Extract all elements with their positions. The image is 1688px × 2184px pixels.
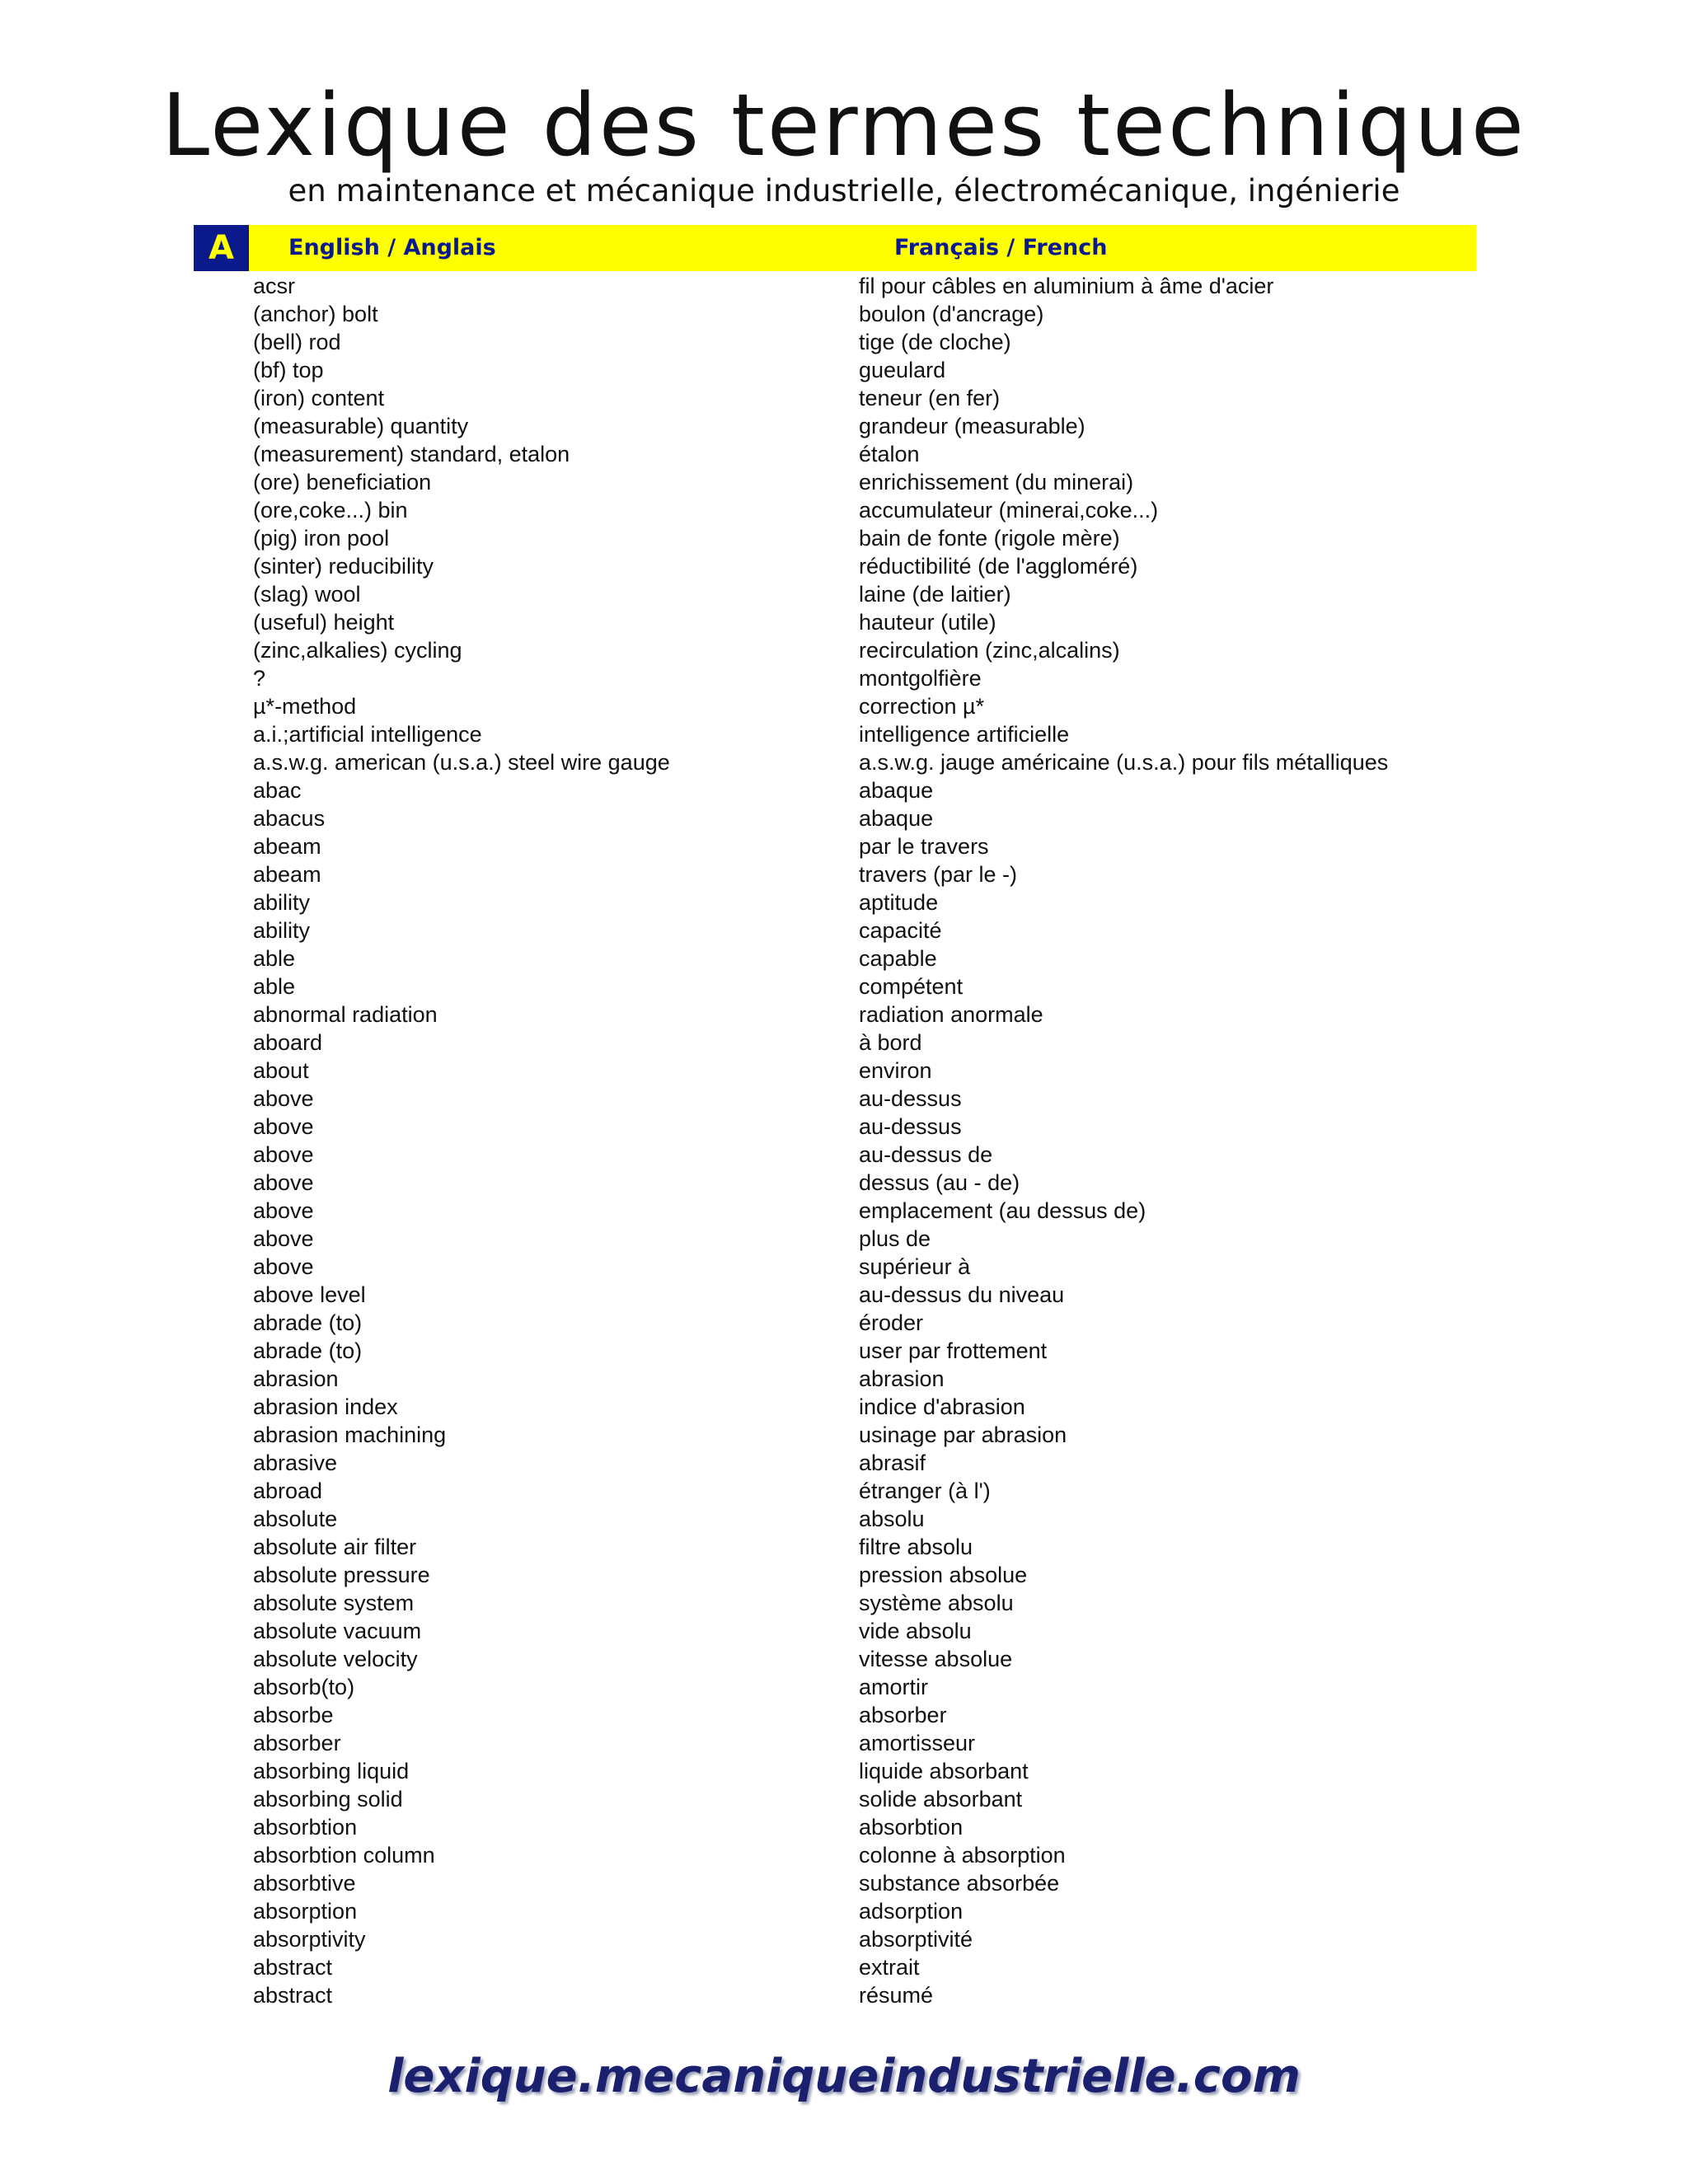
term-english: above (253, 1226, 314, 1251)
term-french: au-dessus de (859, 1142, 993, 1167)
table-row (0, 1729, 1688, 1757)
table-row (0, 1673, 1688, 1701)
term-french: compétent (859, 974, 964, 999)
table-row (0, 384, 1688, 412)
table-row (0, 272, 1688, 300)
term-french: travers (par le -) (859, 862, 1018, 887)
table-row (0, 1169, 1688, 1197)
term-french: indice d'abrasion (859, 1394, 1025, 1419)
table-row (0, 1925, 1688, 1953)
table-row (0, 1701, 1688, 1729)
term-english: above (253, 1254, 314, 1279)
term-english: absolute velocity (253, 1647, 418, 1671)
table-row (0, 1365, 1688, 1393)
term-english: (bell) rod (253, 330, 341, 354)
term-english: absolute (253, 1507, 338, 1531)
term-french: teneur (en fer) (859, 386, 1001, 410)
term-english: (ore) beneficiation (253, 470, 432, 494)
term-french: correction µ* (859, 694, 985, 719)
term-french: résumé (859, 1983, 934, 2008)
term-french: au-dessus (859, 1114, 962, 1139)
term-french: dessus (au - de) (859, 1170, 1020, 1195)
term-french: fil pour câbles en aluminium à âme d'acier (859, 274, 1274, 298)
term-english: absorber (253, 1731, 341, 1755)
table-row (0, 692, 1688, 720)
table-row (0, 1477, 1688, 1505)
table-row (0, 1029, 1688, 1057)
term-french: filtre absolu (859, 1535, 973, 1559)
term-english: (bf) top (253, 358, 324, 382)
term-english: (anchor) bolt (253, 302, 378, 326)
column-header-english: English / Anglais (288, 235, 496, 260)
term-english: (slag) wool (253, 582, 361, 607)
table-row (0, 356, 1688, 384)
term-english: µ*-method (253, 694, 357, 719)
term-english: absolute vacuum (253, 1619, 422, 1643)
term-english: abroad (253, 1479, 323, 1503)
term-french: radiation anormale (859, 1002, 1043, 1027)
term-french: vide absolu (859, 1619, 972, 1643)
term-english: absolute system (253, 1591, 415, 1615)
table-row (0, 860, 1688, 888)
term-french: amortisseur (859, 1731, 976, 1755)
term-french: étranger (à l') (859, 1479, 991, 1503)
term-english: absorptivity (253, 1927, 366, 1952)
term-french: enrichissement (du minerai) (859, 470, 1134, 494)
table-row (0, 664, 1688, 692)
table-row (0, 1981, 1688, 2009)
term-french: réductibilité (de l'aggloméré) (859, 554, 1138, 579)
table-row (0, 776, 1688, 804)
term-english: abrade (to) (253, 1310, 363, 1335)
term-english: ? (253, 666, 266, 691)
term-english: a.i.;artificial intelligence (253, 722, 482, 747)
table-row (0, 496, 1688, 524)
term-english: above (253, 1114, 314, 1139)
table-row (0, 1197, 1688, 1225)
term-english: absorb(to) (253, 1675, 355, 1699)
term-english: absolute pressure (253, 1563, 430, 1587)
term-french: absorbtion (859, 1815, 964, 1840)
term-french: usinage par abrasion (859, 1422, 1067, 1447)
term-english: about (253, 1058, 309, 1083)
term-english: (iron) content (253, 386, 385, 410)
term-french: au-dessus (859, 1086, 962, 1111)
term-french: solide absorbant (859, 1787, 1023, 1811)
term-french: vitesse absolue (859, 1647, 1013, 1671)
table-row (0, 1393, 1688, 1421)
term-english: a.s.w.g. american (u.s.a.) steel wire gauge (253, 750, 670, 775)
term-english: abrasion machining (253, 1422, 447, 1447)
table-row (0, 1645, 1688, 1673)
term-french: substance absorbée (859, 1871, 1060, 1896)
table-row (0, 412, 1688, 440)
page-subtitle: en maintenance et mécanique industrielle, électromécanique, ingénierie (288, 173, 1400, 209)
table-row (0, 524, 1688, 552)
term-french: bain de fonte (rigole mère) (859, 526, 1120, 551)
table-row (0, 1841, 1688, 1869)
table-row (0, 1757, 1688, 1785)
table-row (0, 1337, 1688, 1365)
term-english: aboard (253, 1030, 323, 1055)
term-french: user par frottement (859, 1338, 1048, 1363)
table-row (0, 1085, 1688, 1113)
term-french: abrasif (859, 1451, 926, 1475)
term-french: abaque (859, 778, 934, 803)
term-english: abnormal radiation (253, 1002, 438, 1027)
term-english: abrasive (253, 1451, 338, 1475)
term-english: acsr (253, 274, 296, 298)
table-row (0, 1421, 1688, 1449)
table-row (0, 1141, 1688, 1169)
term-english: ability (253, 918, 311, 943)
term-english: absorbing solid (253, 1787, 403, 1811)
table-row (0, 300, 1688, 328)
table-row (0, 636, 1688, 664)
table-row (0, 328, 1688, 356)
term-french: par le travers (859, 834, 989, 859)
table-row (0, 608, 1688, 636)
term-english: abrade (to) (253, 1338, 363, 1363)
table-row (0, 888, 1688, 916)
table-row (0, 1113, 1688, 1141)
term-french: laine (de laitier) (859, 582, 1011, 607)
table-row (0, 580, 1688, 608)
term-french: intelligence artificielle (859, 722, 1070, 747)
term-french: amortir (859, 1675, 929, 1699)
term-french: emplacement (au dessus de) (859, 1198, 1146, 1223)
table-row (0, 972, 1688, 1001)
table-row (0, 1225, 1688, 1253)
table-row (0, 1253, 1688, 1281)
table-row (0, 440, 1688, 468)
term-french: environ (859, 1058, 932, 1083)
term-english: absorbtion (253, 1815, 358, 1840)
term-english: able (253, 974, 296, 999)
term-english: (measurement) standard, etalon (253, 442, 570, 466)
term-english: absorption (253, 1899, 358, 1924)
term-french: au-dessus du niveau (859, 1282, 1065, 1307)
term-french: adsorption (859, 1899, 964, 1924)
term-english: (sinter) reducibility (253, 554, 434, 579)
term-french: recirculation (zinc,alcalins) (859, 638, 1120, 663)
term-french: absorber (859, 1703, 947, 1727)
table-row (0, 1953, 1688, 1981)
table-row (0, 748, 1688, 776)
glossary-entries (0, 272, 1688, 2009)
term-french: extrait (859, 1955, 920, 1980)
term-french: montgolfière (859, 666, 982, 691)
table-row (0, 1561, 1688, 1589)
column-header-french: Français / French (894, 235, 1108, 260)
table-row (0, 1505, 1688, 1533)
section-letter-badge: A (194, 225, 249, 271)
term-english: (ore,coke...) bin (253, 498, 408, 523)
term-english: abeam (253, 862, 321, 887)
term-english: absorbtion column (253, 1843, 435, 1868)
term-french: pression absolue (859, 1563, 1028, 1587)
footer-website[interactable]: lexique.mecaniqueindustrielle.com (387, 2050, 1301, 2103)
term-french: gueulard (859, 358, 946, 382)
term-french: abaque (859, 806, 934, 831)
term-french: étalon (859, 442, 920, 466)
term-french: abrasion (859, 1366, 945, 1391)
table-row (0, 832, 1688, 860)
table-row (0, 1813, 1688, 1841)
term-english: abrasion index (253, 1394, 398, 1419)
term-english: (zinc,alkalies) cycling (253, 638, 462, 663)
term-english: above (253, 1142, 314, 1167)
table-row (0, 1449, 1688, 1477)
table-row (0, 1869, 1688, 1897)
term-french: éroder (859, 1310, 924, 1335)
term-english: absorbtive (253, 1871, 356, 1896)
term-english: above (253, 1086, 314, 1111)
table-row (0, 1533, 1688, 1561)
term-french: capable (859, 946, 937, 971)
page-title: Lexique des termes technique (162, 75, 1526, 176)
term-french: système absolu (859, 1591, 1014, 1615)
table-row (0, 1897, 1688, 1925)
term-english: abacus (253, 806, 326, 831)
table-row (0, 804, 1688, 832)
term-french: absolu (859, 1507, 925, 1531)
term-english: above level (253, 1282, 366, 1307)
term-french: à bord (859, 1030, 922, 1055)
table-row (0, 468, 1688, 496)
term-french: plus de (859, 1226, 931, 1251)
term-english: abeam (253, 834, 321, 859)
table-row (0, 1309, 1688, 1337)
term-english: (measurable) quantity (253, 414, 469, 438)
term-french: tige (de cloche) (859, 330, 1011, 354)
term-english: absorbe (253, 1703, 334, 1727)
term-english: abstract (253, 1955, 333, 1980)
table-row (0, 552, 1688, 580)
term-english: ability (253, 890, 311, 915)
term-english: above (253, 1198, 314, 1223)
table-row (0, 944, 1688, 972)
term-french: boulon (d'ancrage) (859, 302, 1044, 326)
term-french: colonne à absorption (859, 1843, 1066, 1868)
term-french: aptitude (859, 890, 939, 915)
table-row (0, 1589, 1688, 1617)
term-english: abstract (253, 1983, 333, 2008)
table-row (0, 720, 1688, 748)
term-french: a.s.w.g. jauge américaine (u.s.a.) pour fils métalliques (859, 750, 1389, 775)
term-french: absorptivité (859, 1927, 973, 1952)
term-english: able (253, 946, 296, 971)
table-row (0, 1617, 1688, 1645)
term-french: supérieur à (859, 1254, 971, 1279)
term-french: liquide absorbant (859, 1759, 1029, 1783)
term-english: (useful) height (253, 610, 395, 635)
term-english: abrasion (253, 1366, 339, 1391)
term-french: capacité (859, 918, 942, 943)
table-row (0, 1785, 1688, 1813)
table-row (0, 1281, 1688, 1309)
term-english: absorbing liquid (253, 1759, 410, 1783)
term-french: grandeur (measurable) (859, 414, 1085, 438)
term-english: (pig) iron pool (253, 526, 390, 551)
term-french: hauteur (utile) (859, 610, 996, 635)
table-row (0, 1001, 1688, 1029)
term-english: above (253, 1170, 314, 1195)
term-french: accumulateur (minerai,coke...) (859, 498, 1159, 523)
table-row (0, 916, 1688, 944)
table-row (0, 1057, 1688, 1085)
term-english: abac (253, 778, 302, 803)
term-english: absolute air filter (253, 1535, 417, 1559)
